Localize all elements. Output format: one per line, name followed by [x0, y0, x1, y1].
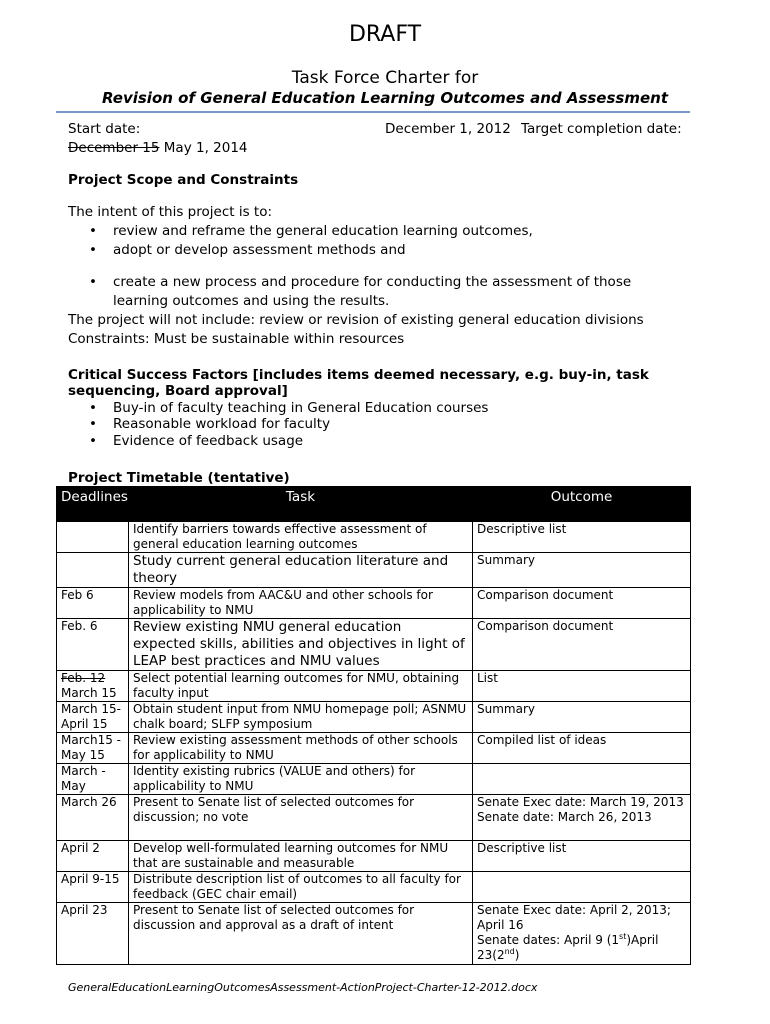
footer-filename: GeneralEducationLearningOutcomesAssessment-ActionProject-Charter-12-2012.docx — [68, 981, 538, 994]
table-row: March15 - May 15 Review existing assessment methods of other schools for applicability to NMU Compiled list of ideas — [57, 733, 691, 764]
header-deadlines: Deadlines — [57, 487, 129, 522]
struck-deadline: Feb. 12 — [61, 671, 106, 685]
title-divider — [56, 111, 690, 113]
not-include-text: The project will not include: review or revision of existing general education divisions — [68, 312, 644, 328]
table-row: April 2 Develop well-formulated learning outcomes for NMU that are sustainable and measurable Descriptive list — [57, 841, 691, 872]
charter-subtitle: Revision of General Education Learning Outcomes and Assessment — [101, 89, 668, 107]
table-row: March 15- April 15 Obtain student input from NMU homepage poll; ASNMU chalk board; SLFP symposium Summary — [57, 702, 691, 733]
document-page: DRAFT Task Force Charter for Revision of General Education Learning Outcomes and Assessment Start date: December 1, 2012 Target completion date: December 15 May 1, 2014 Project Scope and Constraints The intent of this project is to: • review and reframe the general education learning outcomes, • adopt or develop assessment methods and • create a new process and procedure for conducting the assessment of those learning outcomes and using the results. The project will not include: review or revision of existing general education divisions Constraints: Must be sustainable within resources Critical Success Factors [includes items deemed necessary, e.g. buy-in, task sequencing, Board approval] • Buy-in of faculty teaching in General Education courses • Reasonable workload for faculty • Evidence of feedback usage Project Timetable (tentative) Deadlines Task Outcome Identify barriers towards effective assessment of general education learning outcomes Descriptive list Study current general education literature and theory Summary Feb 6 Review models from AAC&U and other schools for applicability to NMU Comparison document Feb. 6 Review existing NMU general education expected skills, abilities and objectives in light of LEAP best practices and NMU values Comparison document Feb. 12 March 15 Select potential learning outcomes for NMU, obtaining faculty input List March 15- April 15 Obtain student input from NMU homepage poll; ASNMU chalk board; SLFP symposium Summary March15 - May 15 Review existing assessment methods of other schools for applicability to NMU Compiled list of ideas March - May Identity existing rubrics (VALUE and others) for applicability to NMU March 26 Present to Senate list of selected outcomes for discussion; no vote Senate Exec date: March 19, 2013 Senate date: March 26, 2013 April 2 Develop well-formulated learning outcomes for NMU that are sustainable and measurable Descriptive list April 9-15 Distribute description list of outcomes to all faculty for feedback (GEC chair email) April 23 Present to Senate list of selected outcomes for discussion and approval as a draft of intent Senate Exec date: April 2, 2013; April 16 Senate dates: April 9 (1st)April 23(2nd) GeneralEducationLearningOutcomesAssessment-ActionProject-Charter-12-2012.docx — [0, 0, 770, 1024]
timetable — [56, 486, 691, 965]
csf-heading-2: sequencing, Board approval] — [68, 383, 288, 399]
table-row: Identify barriers towards effective assessment of general education learning outcomes Descriptive list — [57, 522, 691, 553]
table-row: March - May Identity existing rubrics (VALUE and others) for applicability to NMU — [57, 764, 691, 795]
scope-bullet-continuation: learning outcomes and using the results. — [113, 293, 390, 309]
table-row: April 23 Present to Senate list of selected outcomes for discussion and approval as a draft of intent Senate Exec date: April 2, 2013; April 16 Senate dates: April 9 (1st)April 23(2nd) — [57, 903, 691, 965]
header-task: Task — [129, 487, 473, 522]
table-row: Study current general education literature and theory Summary — [57, 553, 691, 588]
table-row: March 26 Present to Senate list of selected outcomes for discussion; no vote Senate Exec date: March 19, 2013 Senate date: March 26, 2013 — [57, 795, 691, 841]
table-header-row — [57, 487, 691, 522]
charter-title: Task Force Charter for — [291, 68, 479, 88]
timetable-heading: Project Timetable (tentative) — [68, 470, 290, 486]
csf-heading: Critical Success Factors [includes items deemed necessary, e.g. buy-in, task — [68, 367, 649, 383]
scope-heading: Project Scope and Constraints — [68, 172, 299, 188]
draft-title: DRAFT — [348, 22, 422, 47]
new-target-date: May 1, 2014 — [163, 140, 248, 156]
target-date — [68, 140, 248, 156]
table-row: Feb. 6 Review existing NMU general education expected skills, abilities and objectives in light of LEAP best practices and NMU values Comparison document — [57, 619, 691, 671]
constraints-text: Constraints: Must be sustainable within resources — [68, 331, 405, 347]
start-date-label: Start date: — [68, 121, 141, 137]
table-row: April 9-15 Distribute description list of outcomes to all faculty for feedback (GEC chair email) — [57, 872, 691, 903]
header-outcome: Outcome — [473, 487, 691, 522]
old-target-date: December 15 — [68, 140, 160, 156]
target-date-label: Target completion date: — [521, 121, 682, 137]
start-date-value: December 1, 2012 — [385, 121, 511, 137]
table-row: Feb. 12 March 15 Select potential learning outcomes for NMU, obtaining faculty input List — [57, 671, 691, 702]
intent-text: The intent of this project is to: — [68, 204, 272, 220]
table-row: Feb 6 Review models from AAC&U and other schools for applicability to NMU Comparison document — [57, 588, 691, 619]
